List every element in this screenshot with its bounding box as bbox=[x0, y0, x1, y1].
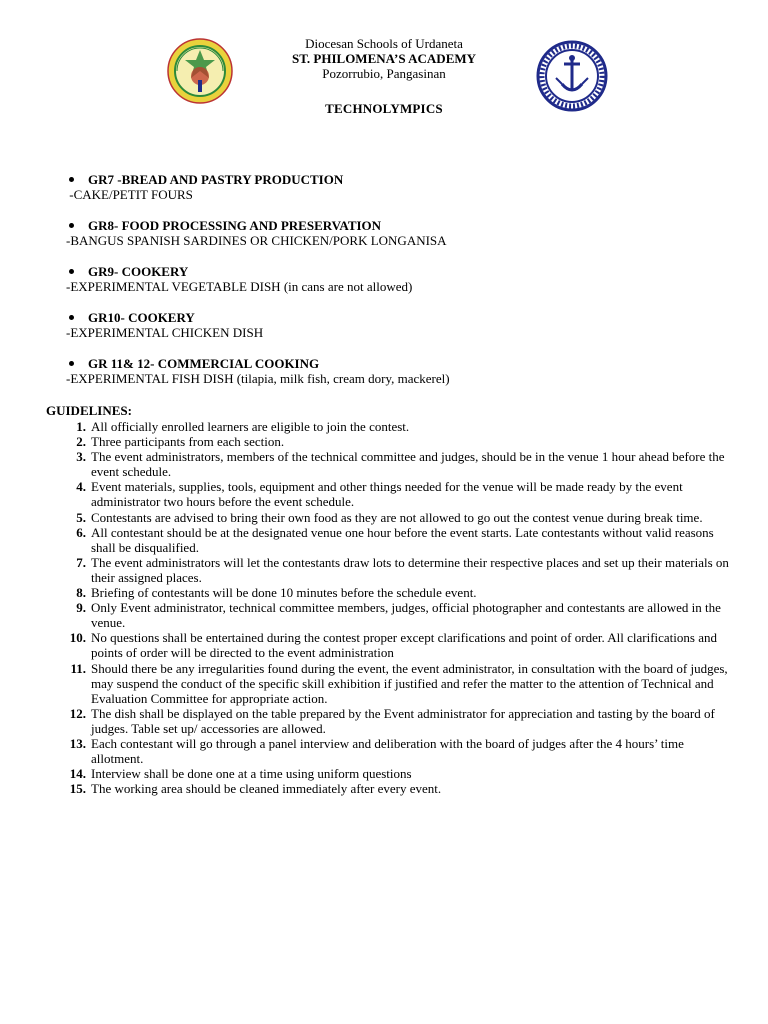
guideline-item bbox=[46, 766, 736, 781]
guideline-text: Only Event administrator, technical committee members, judges, official photographer and contestants are allowed in the venue. bbox=[91, 600, 721, 631]
guideline-number: 15. bbox=[69, 781, 86, 797]
bullet-icon bbox=[69, 315, 74, 320]
guideline-text: Each contestant will go through a panel interview and deliberation with the board of judges after the 4 hours’ time allotment. bbox=[91, 735, 684, 767]
bullet-icon bbox=[69, 269, 74, 274]
guideline-number: 7. bbox=[76, 554, 86, 570]
guideline-text: No questions shall be entertained during the contest proper except clarifications and point of order. All clarifications and points of order will be directed to the event administration bbox=[91, 630, 717, 661]
category-item bbox=[66, 172, 746, 202]
category-detail: -EXPERIMENTAL FISH DISH (tilapia, milk fish, cream dory, mackerel) bbox=[66, 371, 450, 386]
guideline-text: The event administrators, members of the technical committee and judges, should be in the venue 1 hour ahead before the event schedule. bbox=[91, 449, 725, 480]
guideline-item bbox=[46, 585, 736, 600]
guideline-number: 1. bbox=[76, 419, 86, 434]
school-location: Pozorrubio, Pangasinan bbox=[322, 66, 446, 81]
guideline-item bbox=[46, 419, 736, 434]
guideline-number: 6. bbox=[76, 524, 86, 540]
guideline-number: 12. bbox=[69, 705, 86, 721]
category-item bbox=[66, 356, 746, 386]
bullet-icon bbox=[69, 223, 74, 228]
guideline-text: Briefing of contestants will be done 10 minutes before the schedule event. bbox=[91, 585, 477, 601]
category-detail: -EXPERIMENTAL VEGETABLE DISH (in cans are not allowed) bbox=[66, 279, 413, 294]
guideline-number: 2. bbox=[76, 434, 86, 450]
guideline-item bbox=[46, 781, 736, 796]
category-title: GR7 -BREAD AND PASTRY PRODUCTION bbox=[88, 172, 344, 187]
guideline-item bbox=[46, 736, 736, 766]
category-title: GR 11& 12- COMMERCIAL COOKING bbox=[88, 356, 320, 371]
category-title: GR10- COOKERY bbox=[88, 310, 195, 325]
diocese-name: Diocesan Schools of Urdaneta bbox=[305, 36, 463, 51]
guideline-item bbox=[46, 630, 736, 660]
guidelines-list bbox=[46, 419, 736, 796]
category-list bbox=[66, 172, 746, 402]
guidelines-section bbox=[46, 403, 736, 796]
guideline-text: Should there be any irregularities found during the event, the event administrator, in consultation with the board of judges, may suspend the conduct of the specific skill exhibition if justified and refer the matter to the attention of Technical and Evaluation Committee for appropriate action. bbox=[91, 660, 728, 706]
guideline-text: All contestant should be at the designated venue one hour before the event starts. Late contestants without valid reasons shall be disqualified. bbox=[91, 524, 714, 555]
guideline-text: Event materials, supplies, tools, equipment and other things needed for the venue will be made ready by the event administrator two hours before the event schedule. bbox=[91, 479, 683, 510]
guideline-item bbox=[46, 661, 736, 706]
guideline-number: 9. bbox=[76, 600, 86, 616]
guideline-item bbox=[46, 525, 736, 555]
bullet-icon bbox=[69, 177, 74, 182]
event-title: TECHNOLYMPICS bbox=[325, 101, 443, 116]
category-title: GR8- FOOD PROCESSING AND PRESERVATION bbox=[88, 218, 382, 233]
guideline-number: 8. bbox=[76, 585, 86, 601]
guideline-number: 5. bbox=[76, 509, 86, 525]
guideline-number: 11. bbox=[70, 660, 86, 676]
category-detail: -EXPERIMENTAL CHICKEN DISH bbox=[66, 325, 264, 340]
guideline-item bbox=[46, 510, 736, 525]
guideline-text: Interview shall be done one at a time using uniform questions bbox=[91, 766, 412, 782]
guideline-text: Three participants from each section. bbox=[91, 434, 285, 450]
guideline-number: 13. bbox=[69, 735, 86, 751]
guideline-item bbox=[46, 600, 736, 630]
category-detail: -CAKE/PETIT FOURS bbox=[66, 187, 193, 202]
guideline-text: Contestants are advised to bring their own food as they are not allowed to go out the contest venue during break time. bbox=[91, 509, 703, 525]
guideline-item bbox=[46, 706, 736, 736]
category-item bbox=[66, 310, 746, 340]
school-name: ST. PHILOMENA’S ACADEMY bbox=[291, 51, 477, 66]
guideline-item bbox=[46, 449, 736, 479]
guideline-number: 10. bbox=[69, 630, 86, 646]
guideline-text: All officially enrolled learners are eligible to join the contest. bbox=[91, 419, 410, 434]
guideline-item bbox=[46, 555, 736, 585]
guideline-text: The dish shall be displayed on the table prepared by the Event administrator for appreciation and tasting by the board of judges. Table set up/ accessories are allowed. bbox=[91, 705, 715, 736]
bullet-icon bbox=[69, 361, 74, 366]
category-item bbox=[66, 264, 746, 294]
guidelines-heading: GUIDELINES: bbox=[46, 403, 132, 418]
guideline-number: 3. bbox=[76, 449, 86, 465]
category-detail: -BANGUS SPANISH SARDINES OR CHICKEN/PORK LONGANISA bbox=[66, 233, 447, 248]
category-item bbox=[66, 218, 746, 248]
guideline-item bbox=[46, 479, 736, 509]
guideline-item bbox=[46, 434, 736, 449]
guideline-number: 4. bbox=[76, 479, 86, 495]
letterhead bbox=[0, 36, 768, 81]
guideline-text: The working area should be cleaned immediately after every event. bbox=[91, 781, 442, 797]
guideline-number: 14. bbox=[69, 766, 86, 782]
guideline-text: The event administrators will let the contestants draw lots to determine their respective places and set up their materials on their assigned places. bbox=[91, 554, 729, 585]
category-title: GR9- COOKERY bbox=[88, 264, 189, 279]
